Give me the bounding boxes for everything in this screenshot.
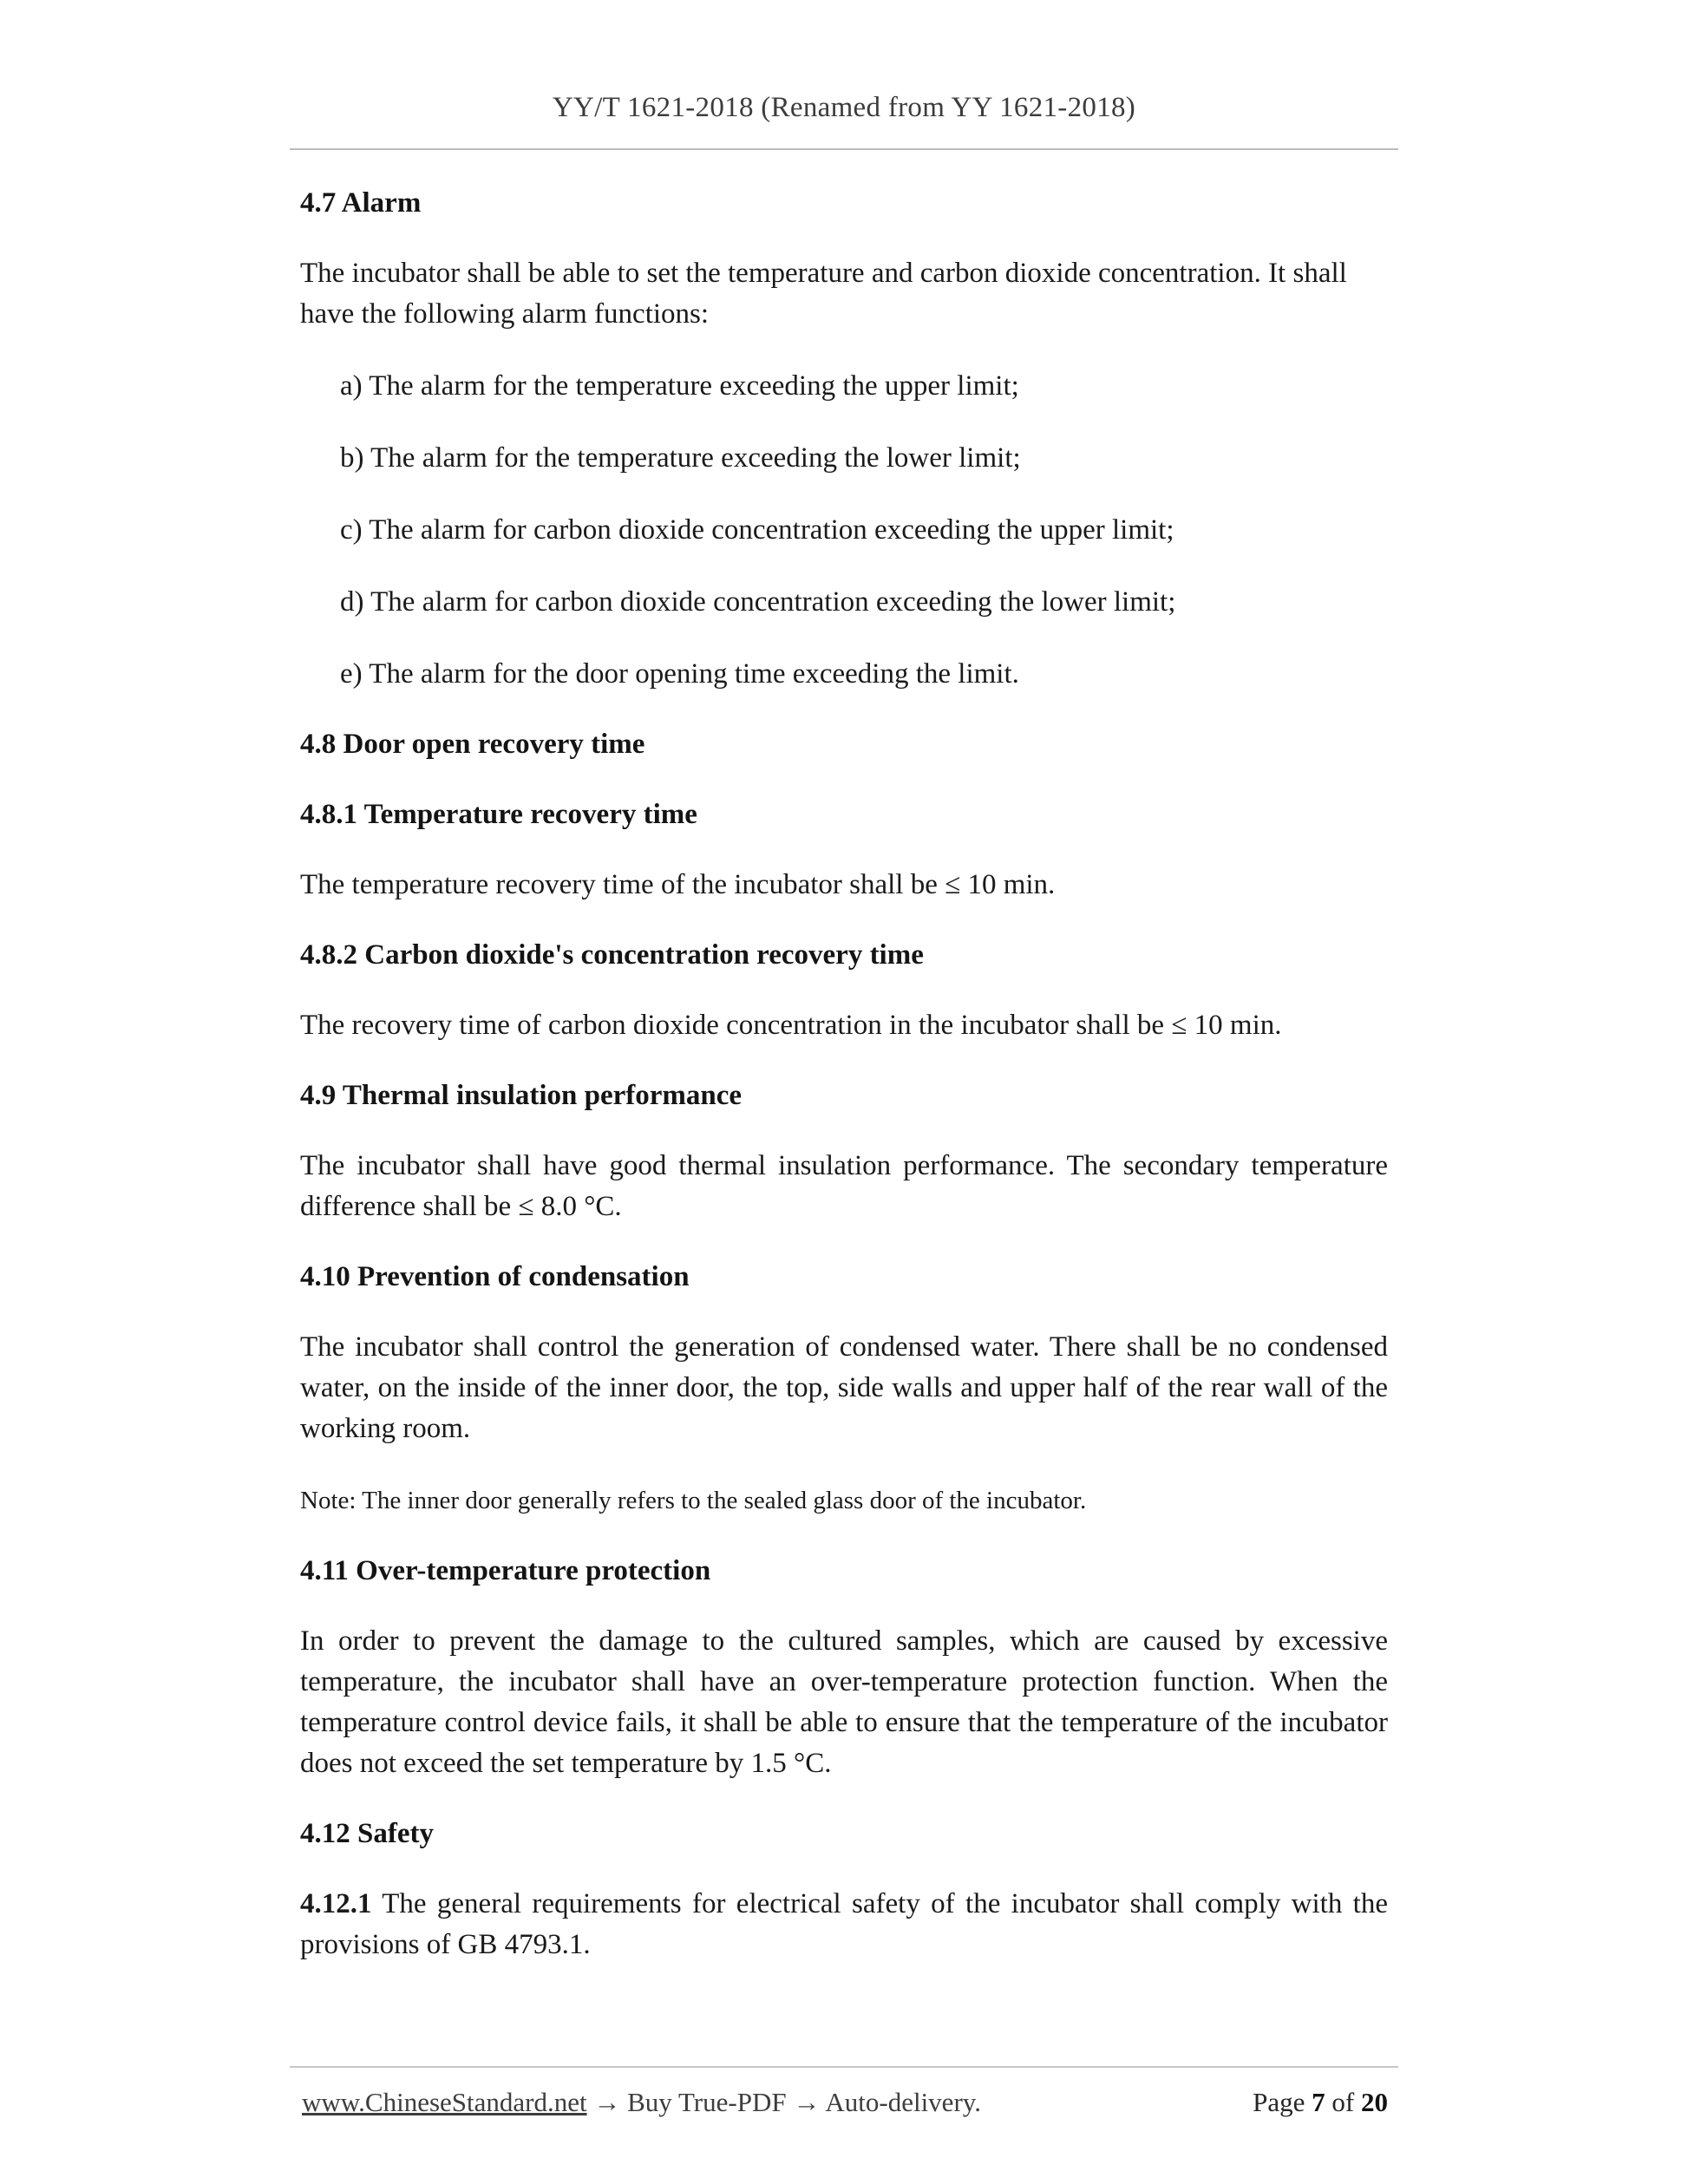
- paragraph-4-9: The incubator shall have good thermal insulation performance. The secondary temperature difference shall be ≤ 8.0 °C.: [300, 1150, 1388, 1222]
- note-inner-door: Note: The inner door generally refers to the sealed glass door of the incubator.: [300, 1487, 1087, 1514]
- heading-4-12-safety: 4.12 Safety: [300, 1818, 434, 1849]
- alarm-list-item-c: c) The alarm for carbon dioxide concentration exceeding the upper limit;: [340, 514, 1174, 546]
- paragraph-4-7-intro: The incubator shall be able to set the temperature and carbon dioxide concentration. It shall have the following alarm functions:: [300, 258, 1347, 330]
- paragraph-4-8-1: The temperature recovery time of the incubator shall be ≤ 10 min.: [300, 869, 1056, 900]
- current-page-number: 7: [1312, 2087, 1325, 2117]
- chinesestandard-link[interactable]: www.ChineseStandard.net: [302, 2087, 587, 2117]
- paragraph-4-10: The incubator shall control the generation of condensed water. There shall be no condensed water, on the inside of the inner door, the top, side walls and upper half of the rear wall of the working room.: [300, 1331, 1388, 1444]
- alarm-list-item-d: d) The alarm for carbon dioxide concentration exceeding the lower limit;: [340, 586, 1176, 618]
- heading-4-8-door-open-recovery-time: 4.8 Door open recovery time: [300, 729, 645, 760]
- clause-text-4-12-1: The general requirements for electrical safety of the incubator shall comply with the provisions of GB 4793.1.: [300, 1888, 1388, 1960]
- page-footer: [290, 2066, 1398, 2118]
- paragraph-4-12-1: [300, 1884, 1388, 1965]
- clause-number-4-12-1: 4.12.1: [300, 1888, 372, 1919]
- alarm-list-item-b: b) The alarm for the temperature exceeding the lower limit;: [340, 442, 1021, 474]
- heading-4-8-2-co2-concentration-recovery-time: 4.8.2 Carbon dioxide's concentration recovery time: [300, 939, 924, 971]
- heading-4-8-1-temperature-recovery-time: 4.8.1 Temperature recovery time: [300, 799, 697, 830]
- alarm-list-item-a: a) The alarm for the temperature exceeding the upper limit;: [340, 370, 1019, 402]
- page-number-indicator: [1253, 2087, 1388, 2118]
- footer-divider: [290, 2066, 1398, 2068]
- paragraph-4-8-2: The recovery time of carbon dioxide concentration in the incubator shall be ≤ 10 min.: [300, 1010, 1282, 1041]
- heading-4-9-thermal-insulation-performance: 4.9 Thermal insulation performance: [300, 1080, 743, 1111]
- total-page-number: 20: [1361, 2087, 1388, 2117]
- heading-4-10-prevention-of-condensation: 4.10 Prevention of condensation: [300, 1261, 690, 1292]
- heading-4-7-alarm: 4.7 Alarm: [300, 187, 422, 219]
- of-label: of: [1331, 2087, 1355, 2117]
- page-label: Page: [1253, 2087, 1305, 2117]
- alarm-list-item-e: e) The alarm for the door opening time exceeding the limit.: [340, 658, 1019, 690]
- document-header-title: YY/T 1621-2018 (Renamed from YY 1621-2018): [552, 92, 1136, 123]
- paragraph-4-11: In order to prevent the damage to the cultured samples, which are caused by excessive temperature, the incubator shall have an over-temperature protection function. When the temperature control device fails, it shall be able to ensure that the temperature of the incubator does not exceed the set temperature by 1.5 °C.: [300, 1625, 1388, 1779]
- heading-4-11-over-temperature-protection: 4.11 Over-temperature protection: [300, 1555, 711, 1586]
- document-body: [300, 150, 1388, 1965]
- footer-source-line: [302, 2087, 981, 2118]
- footer-delivery-text: → Buy True-PDF → Auto-delivery.: [586, 2087, 981, 2117]
- footer-row: [290, 2087, 1398, 2118]
- page-header: [0, 0, 1688, 150]
